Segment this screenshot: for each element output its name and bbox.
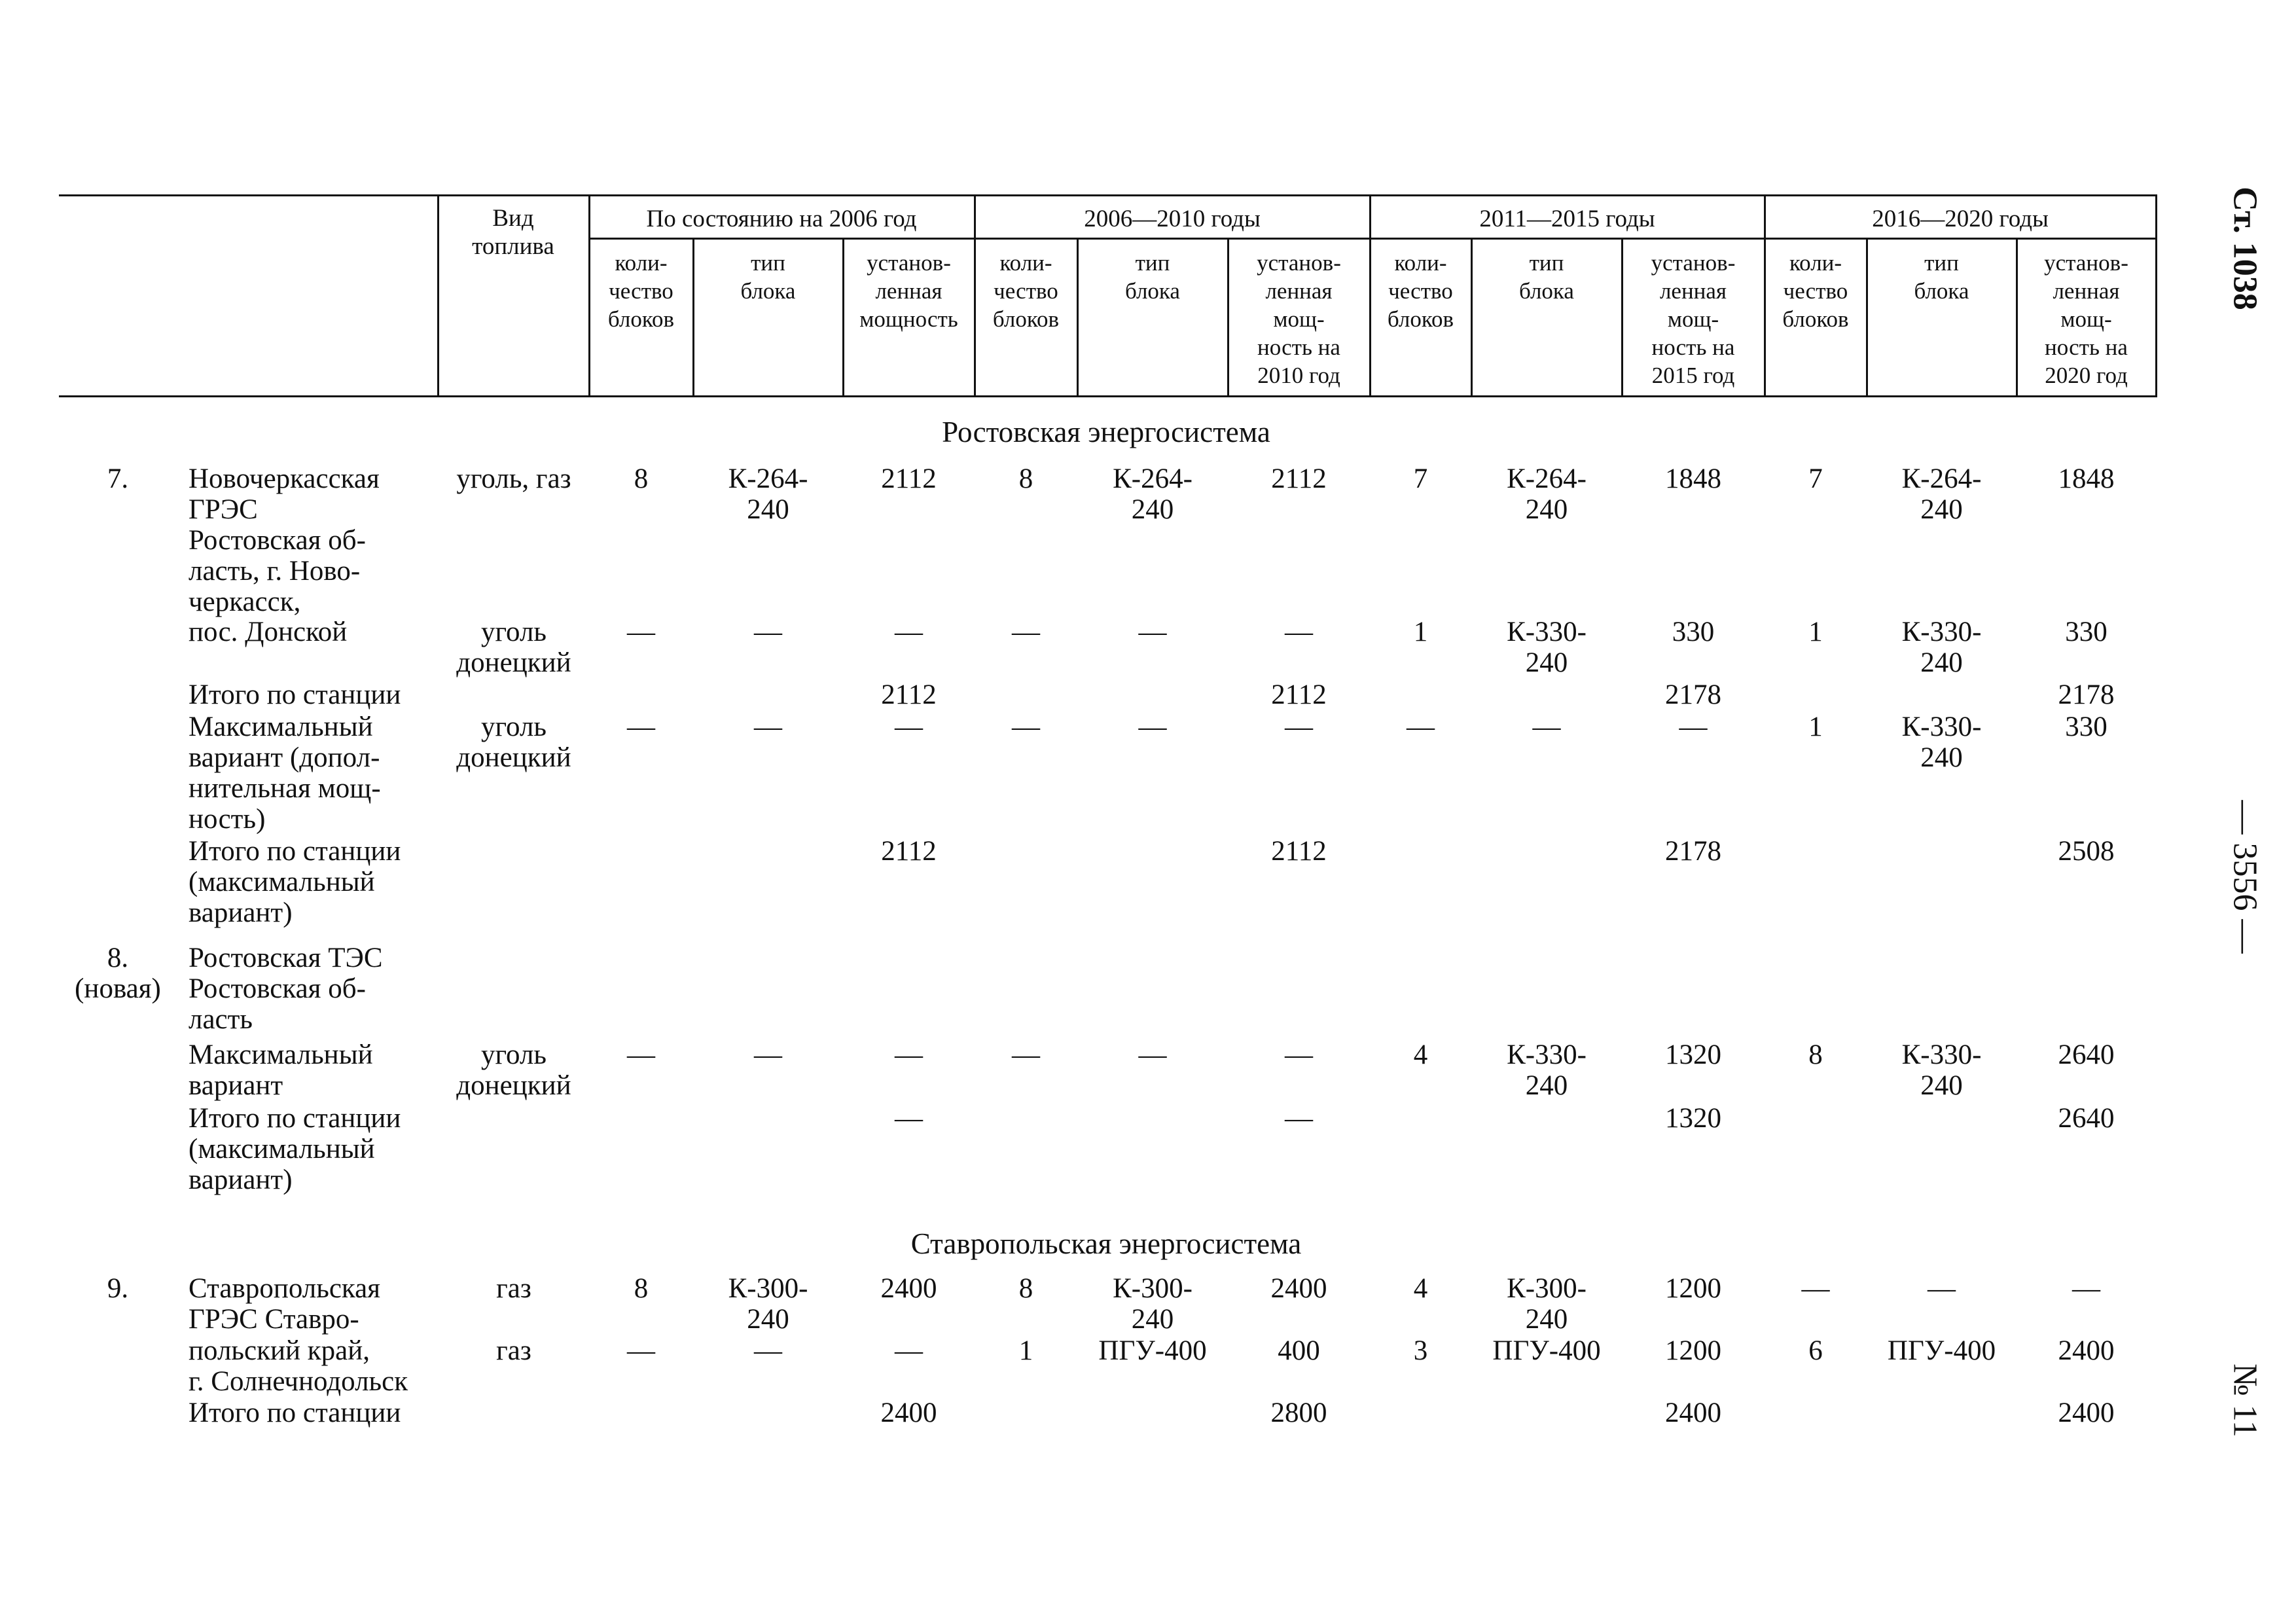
header-bottom-rule <box>59 395 2157 397</box>
station-name: Ставропольская ГРЭС Ставро- <box>188 1273 381 1335</box>
block-type-cell: ПГУ-400 <box>1887 1335 1996 1366</box>
installed-capacity-cell: 400 <box>1278 1335 1320 1366</box>
block-count-cell: 1 <box>1808 712 1823 742</box>
section-title-stavropol: Ставропольская энергосистема <box>910 1227 1302 1260</box>
block-type-cell: К-264- 240 <box>1507 463 1587 525</box>
installed-capacity-cell: 2508 <box>2058 836 2115 867</box>
station-name: пос. Донской <box>188 617 348 647</box>
installed-capacity-cell: 2112 <box>1271 679 1327 710</box>
period-header-2006: По состоянию на 2006 год <box>646 206 917 232</box>
fuel-type: уголь, газ <box>456 463 571 494</box>
block-type-cell: — <box>754 1335 782 1366</box>
fuel-type: уголь донецкий <box>456 712 571 773</box>
block-count-cell: 8 <box>1808 1039 1823 1070</box>
block-type-cell: К-264- 240 <box>1901 463 1982 525</box>
block-count-cell: — <box>627 617 655 647</box>
installed-capacity-cell: — <box>1285 1103 1313 1134</box>
installed-capacity-cell: 2112 <box>1271 463 1327 494</box>
page-number: — 3556 — <box>2226 800 2264 954</box>
installed-capacity-cell: — <box>1285 1039 1313 1070</box>
col-sep <box>2155 194 2157 397</box>
installed-capacity-cell: 2112 <box>881 836 937 867</box>
count-header: коли- чество блоков <box>607 250 675 332</box>
station-name: Максимальный вариант (допол- нительная мощ- ность) <box>188 712 381 835</box>
installed-capacity-cell: — <box>895 1039 923 1070</box>
installed-capacity-cell: 2178 <box>1665 679 1721 710</box>
block-type-cell: — <box>1138 1039 1167 1070</box>
block-count-cell: — <box>627 1335 655 1366</box>
installed-capacity-cell: 1848 <box>2058 463 2115 494</box>
block-count-cell: 8 <box>634 463 649 494</box>
block-count-cell: 1 <box>1018 1335 1033 1366</box>
station-name: Максимальный вариант <box>188 1039 373 1101</box>
block-count-cell: — <box>1801 1273 1830 1304</box>
installed-capacity-cell: — <box>895 1103 923 1134</box>
installed-capacity-cell: 330 <box>2065 617 2108 647</box>
capacity-header: установ- ленная мощ- ность на 2015 год <box>1651 250 1736 388</box>
block-count-cell: 1 <box>1808 617 1823 647</box>
period-header-2006-2010: 2006—2010 годы <box>1084 206 1261 232</box>
block-type-cell: К-300- 240 <box>1113 1273 1193 1335</box>
installed-capacity-cell: 2400 <box>2058 1335 2115 1366</box>
installed-capacity-cell: 330 <box>2065 712 2108 742</box>
station-name: Итого по станции <box>188 1398 401 1428</box>
block-count-cell: 7 <box>1413 463 1428 494</box>
station-name: польский край, г. Солнечнодольск <box>188 1335 408 1397</box>
count-header: коли- чество блоков <box>1387 250 1454 332</box>
block-count-cell: — <box>627 712 655 742</box>
capacity-header: установ- ленная мощ- ность на 2020 год <box>2044 250 2128 388</box>
block-count-cell: — <box>627 1039 655 1070</box>
block-type-cell: К-330- 240 <box>1901 712 1982 773</box>
count-header: коли- чество блоков <box>1782 250 1849 332</box>
installed-capacity-cell: 2400 <box>880 1273 937 1304</box>
section-title-rostov: Ростовская энергосистема <box>942 416 1270 448</box>
installed-capacity-cell: 2400 <box>2058 1398 2115 1428</box>
installed-capacity-cell: 2800 <box>1270 1398 1327 1428</box>
block-type-cell: — <box>1532 712 1561 742</box>
block-count-cell: 6 <box>1808 1335 1823 1366</box>
block-type-cell: ПГУ-400 <box>1098 1335 1207 1366</box>
block-count-cell: 4 <box>1413 1039 1428 1070</box>
block-type-cell: К-330- 240 <box>1507 617 1587 678</box>
block-type-cell: — <box>754 617 782 647</box>
installed-capacity-cell: 2640 <box>2058 1103 2115 1134</box>
period-header-2011-2015: 2011—2015 годы <box>1479 206 1655 232</box>
installed-capacity-cell: 1320 <box>1665 1039 1721 1070</box>
row-number: 8. (новая) <box>75 943 161 1004</box>
fuel-type: уголь донецкий <box>456 617 571 678</box>
block-count-cell: 3 <box>1413 1335 1428 1366</box>
block-count-cell: — <box>1012 712 1040 742</box>
installed-capacity-cell: 1320 <box>1665 1103 1721 1134</box>
issue-number: № 11 <box>2226 1363 2264 1437</box>
block-count-cell: 8 <box>634 1273 649 1304</box>
block-count-cell: — <box>1012 617 1040 647</box>
block-type-cell: К-264- 240 <box>728 463 808 525</box>
row-number: 7. <box>107 463 129 494</box>
block-type-cell: К-300- 240 <box>1507 1273 1587 1335</box>
fuel-header: Вид топлива <box>472 205 554 260</box>
installed-capacity-cell: — <box>2072 1273 2100 1304</box>
fuel-type: газ <box>496 1273 531 1304</box>
block-type-cell: — <box>754 712 782 742</box>
block-type-cell: ПГУ-400 <box>1492 1335 1601 1366</box>
block-type-cell: К-264- 240 <box>1113 463 1193 525</box>
installed-capacity-cell: 2112 <box>881 463 937 494</box>
installed-capacity-cell: 2400 <box>1270 1273 1327 1304</box>
block-count-cell: 8 <box>1018 1273 1033 1304</box>
installed-capacity-cell: — <box>1679 712 1708 742</box>
block-type-cell: К-330- 240 <box>1901 1039 1982 1101</box>
block-count-cell: 8 <box>1018 463 1033 494</box>
article-number: Ст. 1038 <box>2226 187 2264 310</box>
station-name: Новочеркасская ГРЭС Ростовская об- ласть, г. Ново- черкасск, <box>188 463 380 617</box>
capacity-header: установ- ленная мощ- ность на 2010 год <box>1257 250 1341 388</box>
installed-capacity-cell: 1200 <box>1665 1273 1721 1304</box>
type-header: тип блока <box>1914 250 1969 304</box>
block-count-cell: — <box>1012 1039 1040 1070</box>
fuel-type: газ <box>496 1335 531 1366</box>
station-name: Ростовская ТЭС Ростовская об- ласть <box>188 943 383 1035</box>
block-type-cell: К-300- 240 <box>728 1273 808 1335</box>
installed-capacity-cell: — <box>1285 712 1313 742</box>
block-count-cell: — <box>1407 712 1435 742</box>
period-header-2016-2020: 2016—2020 годы <box>1872 206 2049 232</box>
type-header: тип блока <box>1519 250 1574 304</box>
table-top-rule <box>59 194 2157 196</box>
block-count-cell: 1 <box>1413 617 1428 647</box>
block-type-cell: — <box>1138 617 1167 647</box>
installed-capacity-cell: — <box>1285 617 1313 647</box>
installed-capacity-cell: 2178 <box>1665 836 1721 867</box>
block-count-cell: 4 <box>1413 1273 1428 1304</box>
installed-capacity-cell: 2640 <box>2058 1039 2115 1070</box>
installed-capacity-cell: — <box>895 617 923 647</box>
station-name: Итого по станции (максимальный вариант) <box>188 1103 401 1195</box>
count-header: коли- чество блоков <box>992 250 1060 332</box>
block-type-cell: К-330- 240 <box>1507 1039 1587 1101</box>
type-header: тип блока <box>1125 250 1180 304</box>
fuel-type: уголь донецкий <box>456 1039 571 1101</box>
period-header-rule <box>589 238 2157 240</box>
block-count-cell: 7 <box>1808 463 1823 494</box>
block-type-cell: — <box>1928 1273 1956 1304</box>
capacity-header: установ- ленная мощность <box>859 250 958 332</box>
installed-capacity-cell: 1200 <box>1665 1335 1721 1366</box>
installed-capacity-cell: 2178 <box>2058 679 2115 710</box>
installed-capacity-cell: 2112 <box>881 679 937 710</box>
station-name: Итого по станции <box>188 679 401 710</box>
installed-capacity-cell: 2400 <box>880 1398 937 1428</box>
block-type-cell: К-330- 240 <box>1901 617 1982 678</box>
block-type-cell: — <box>1138 712 1167 742</box>
installed-capacity-cell: 1848 <box>1665 463 1721 494</box>
installed-capacity-cell: 2400 <box>1665 1398 1721 1428</box>
row-number: 9. <box>107 1273 129 1304</box>
installed-capacity-cell: — <box>895 712 923 742</box>
station-name: Итого по станции (максимальный вариант) <box>188 836 401 928</box>
block-type-cell: — <box>754 1039 782 1070</box>
type-header: тип блока <box>740 250 796 304</box>
installed-capacity-cell: 2112 <box>1271 836 1327 867</box>
installed-capacity-cell: — <box>895 1335 923 1366</box>
installed-capacity-cell: 330 <box>1672 617 1715 647</box>
